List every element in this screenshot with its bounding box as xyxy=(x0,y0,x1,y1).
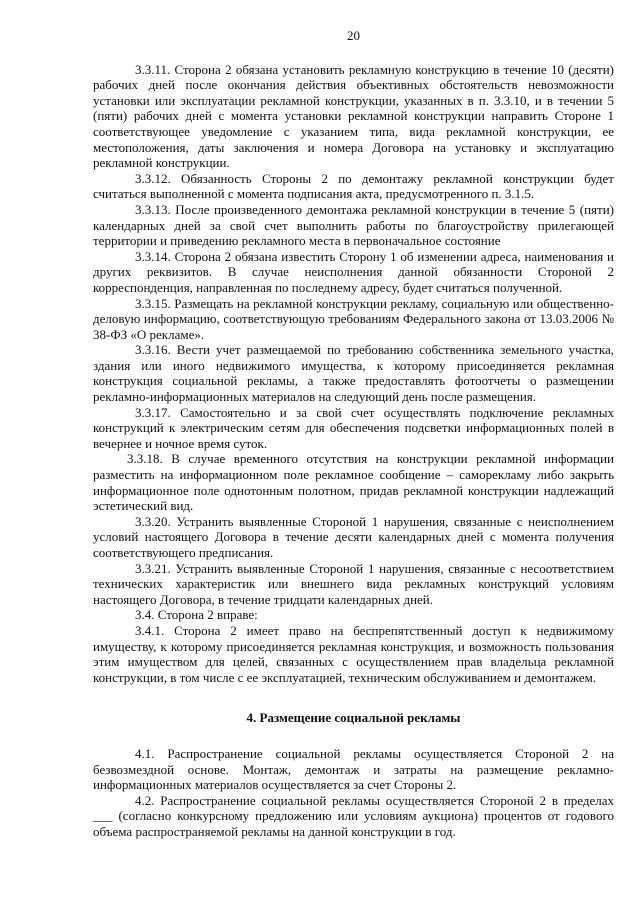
clause-3-3-21: 3.3.21. Устранить выявленные Стороной 1 нарушения, связанные с несоответствием технических характеристик или внешнего вида рекламных конструкций условиям настоящего Договора, в течение тридцати календарных дней. xyxy=(93,560,614,607)
clause-3-4: 3.4. Сторона 2 вправе: xyxy=(135,607,258,623)
clause-3-3-17: 3.3.17. Самостоятельно и за свой счет осуществлять подключение рекламных конструкций к электрическим сетям для обеспечения подсветки информационных полей в вечернее и ночное время суток. xyxy=(93,404,614,451)
clause-3-3-12: 3.3.12. Обязанность Стороны 2 по демонтажу рекламной конструкции будет считаться выполненной с момента подписания акта, предусмотренного п. 3.1.5. xyxy=(93,170,614,202)
clause-3-3-13: 3.3.13. После произведенного демонтажа рекламной конструкции в течение 5 (пяти) календарных дней за свой счет выполнить работы по благоустройству прилегающей территории и приведению рекламного места в первоначальное состояние xyxy=(93,201,614,249)
clause-3-3-16: 3.3.16. Вести учет размещаемой по требованию собственника земельного участка, здания или иного недвижимого имущества, к которому присоединяется рекламная конструкция социальной рекламы, а также предоставлять фотоотчеты о размещении рекламно-информационных материалов на следующий день после размещения. xyxy=(93,342,614,405)
clause-3-3-15: 3.3.15. Размещать на рекламной конструкции рекламу, социальную или общественно-деловую информацию, соответствующую требованиям Федерального закона от 13.03.2006 № 38-ФЗ «О рекламе». xyxy=(93,295,614,342)
clause-3-3-11: 3.3.11. Сторона 2 обязана установить рекламную конструкцию в течение 10 (десяти) рабочих дней после окончания действия объективных обстоятельств невозможности установки или эксплуатации рекламной конструкции, указанных в п. 3.3.10, и в течении 5 (пяти) рабочих дней с момента установки рекламной конструкции направить Стороне 1 соответствующее уведомление с указанием типа, вида рекламной конструкции, ее местоположения, даты заключения и номера Договора на установку и эксплуатацию рекламной конструкции. xyxy=(93,61,614,171)
clause-3-3-14: 3.3.14. Сторона 2 обязана известить Сторону 1 об изменении адреса, наименования и других реквизитов. В случае неисполнения данной обязанности Стороной 2 корреспонденция, направленная по последнему адресу, будет считаться полученной. xyxy=(93,248,614,295)
page-number: 20 xyxy=(347,28,360,43)
clause-3-3-20: 3.3.20. Устранить выявленные Стороной 1 нарушения, связанные с неисполнением условий настоящего Договора в течение десяти календарных дней с момента получения соответствующего предписания. xyxy=(93,513,614,560)
section-title: 4. Размещение социальной рекламы xyxy=(246,710,461,726)
clause-4-1: 4.1. Распространение социальной рекламы осуществляется Стороной 2 на безвозмездной основе. Монтаж, демонтаж и затраты на размещение рекламно-информационных материалов осуществляется за счет Стороны 2. xyxy=(93,745,614,793)
clause-3-4-1: 3.4.1. Сторона 2 имеет право на беспрепятственный доступ к недвижимому имуществу, к которому присоединяется рекламная конструкция, и возможность пользования этим имуществом для целей, связанных с осуществлением прав владельца рекламной конструкции, в том числе с ее эксплуатацией, техническим обслуживанием и демонтажем. xyxy=(93,622,614,685)
clause-4-2: 4.2. Распространение социальной рекламы осуществляется Стороной 2 в пределах ___ (согласно конкурсному предложению или условиям аукциона) процентов от годового объема распространяемой рекламы на данной конструкции в год. xyxy=(93,792,614,839)
clause-3-3-18: 3.3.18. В случае временного отсутствия на конструкции рекламной информации разместить на информационном поле рекламное сообщение – саморекламу либо закрыть информационное поле однотонным полотном, придав рекламной конструкции надлежащий эстетический вид. xyxy=(93,451,614,514)
